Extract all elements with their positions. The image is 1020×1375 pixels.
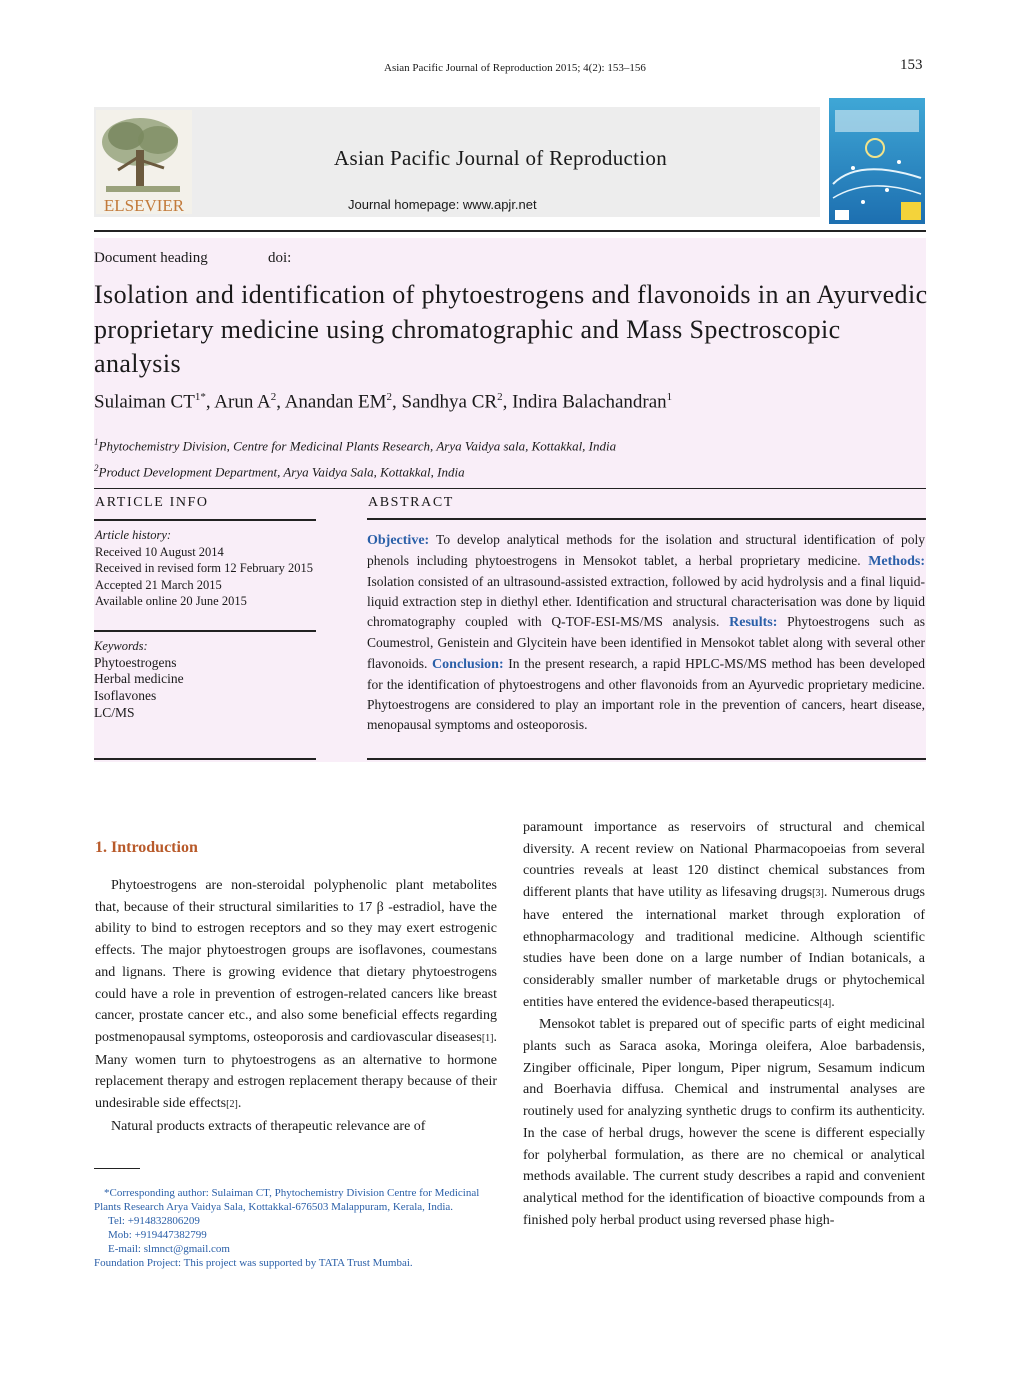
header-rule <box>94 230 926 232</box>
history-item: Received 10 August 2014 <box>95 544 224 559</box>
intro-paragraph-2-start: Natural products extracts of therapeutic relevance are of <box>111 1118 426 1134</box>
paragraph-text: paramount importance as reservoirs of structural and chemical diversity. A recent review on National Pharmacopoeias from several countries reveals at least 120 distinct chemical substances from different plants that have utility as lifesaving drugs <box>523 820 925 901</box>
document-heading: Document heading <box>94 250 208 266</box>
author-name: Anandan EM <box>284 391 387 413</box>
author-affiliation-mark: 1* <box>194 391 206 403</box>
abstract-body <box>367 530 925 735</box>
affiliation-number: 2 <box>94 463 99 473</box>
citation: [1] <box>481 1032 494 1044</box>
results-text: Phytoestrogens such as Coumestrol, Genistein and Glycitein have been identified in Mensokot tablet along with several other flavonoids. <box>367 614 926 671</box>
affiliation-text: Product Development Department, Arya Vaidya Sala, Kottakkal, India <box>98 464 465 480</box>
intro-paragraph-3: Mensokot tablet is prepared out of specific parts of eight medicinal plants such as Saraca asoka, Moringa oleifera, Aloe barbadensis, Zingiber officinale, Piper longum, Piper nigrum, Sesamum indicum and Boerhavia diffusa. Chemical and instrumental analyses are routinely used for analyzing synthetic drugs to confirm its authenticity. In the case of herbal drugs, however the scene is different especially for polyherbal formulation, as there are no chemical or analytical methods available. The current study describes a rapid and convenient analytical method for the identification of bioactive compounds from a finished poly herbal product using reversed phase high- <box>523 1017 925 1228</box>
corresponding-author: *Corresponding author: Sulaiman CT, Phytochemistry Division Centre for Medicinal Plants Research Arya Vaidya Sala, Kottakkal-676503 Malappuram, Kerala, India. <box>94 1187 480 1213</box>
corresponding-author-footnote <box>94 1186 504 1270</box>
author-name: Sulaiman CT <box>94 391 195 413</box>
keyword: LC/MS <box>94 704 135 720</box>
history-item: Available online 20 June 2015 <box>95 594 247 608</box>
article-title: Isolation and identification of phytoestrogens and flavonoids in an Ayurvedic proprietary medicine using chromatographic and Mass Spectroscopic analysis <box>94 280 928 378</box>
methods-label: Methods: <box>868 554 925 570</box>
journal-homepage: Journal homepage: www.apjr.net <box>348 197 537 212</box>
foundation-project: Foundation Project: This project was supported by TATA Trust Mumbai. <box>94 1257 413 1269</box>
conclusion-label: Conclusion: <box>432 656 504 672</box>
paragraph-text: . Many women turn to phytoestrogens as an alternative to hormone replacement therapy and estrogen replacement therapy because of their undesirable side effects <box>95 1029 497 1112</box>
objective-text: To develop analytical methods for the isolation and structural identification of poly phenols including phytoestrogens in Mensokot tablet, a herbal proprietary medicine. <box>367 532 925 569</box>
results-label: Results: <box>729 615 778 631</box>
history-item: Accepted 21 March 2015 <box>95 577 222 592</box>
citation: [3] <box>812 888 824 900</box>
affiliation-text: Phytochemistry Division, Centre for Medicinal Plants Research, Arya Vaidya sala, Kottakkal, India <box>98 438 617 454</box>
publisher-logo <box>96 110 192 214</box>
affiliation <box>94 437 616 454</box>
elsevier-wordmark: ELSEVIER <box>103 196 185 214</box>
citation: [2] <box>226 1099 238 1111</box>
author-name: Indira Balachandran <box>512 391 667 413</box>
article-history <box>95 527 313 610</box>
abstract-rule <box>367 518 926 520</box>
conclusion-text: In the present research, a rapid HPLC-MS/MS method has been developed for the identification of phytoestrogens and other flavonoids from an Ayurvedic proprietary medicine. Phytoestrogens are considered to play an important role in the prevention of cancers, heart disease, menopausal symptoms and osteoporosis. <box>367 655 925 732</box>
body-column-left <box>95 875 497 1137</box>
intro-paragraph-2-continued: paramount importance as reservoirs of structural and chemical diversity. A recent review on National Pharmacopoeias from several countries reveals at least 120 distinct chemical substances from different plants that have utility as lifesaving drugs[3]. Numerous drugs have entered the international market through exploration of ethnopharmacology and traditional medicine. Although scientific studies have been done on a large number of Indian botanicals, a considerably smaller number of marketable drugs or phytochemical entities have entered the evidence-based therapeutics[4]. <box>523 820 926 1010</box>
front-matter-rule <box>94 488 926 489</box>
telephone: Tel: +914832806209 <box>108 1215 200 1227</box>
author-name: Arun A <box>214 391 271 413</box>
running-head: Asian Pacific Journal of Reproduction 2015; 4(2): 153–156 <box>384 62 646 74</box>
article-info-rule <box>94 519 316 521</box>
footnote-rule <box>94 1168 140 1169</box>
keywords-rule <box>94 630 316 632</box>
doi-label: doi: <box>268 250 292 266</box>
author-name: Sandhya CR <box>401 391 498 413</box>
paragraph-text: Phytoestrogens are non-steroidal polyphenolic plant metabolites that, because of their structural similarities to 17 β -estradiol, have the ability to bind to estrogen receptors and so they may exert estrogenic effects. The major phytoestrogen groups are isoflavones, coumestans and lignans. There is growing evidence that dietary phytoestrogens could have a role in prevention of estrogen-related cancers like breast cancer, prostate cancer etc., and also some beneficial effects regarding postmenopausal symptoms, osteoporosis and cardiovascular diseases <box>95 878 497 1045</box>
abstract-heading: ABSTRACT <box>368 495 454 510</box>
affiliation-number: 1 <box>94 437 99 447</box>
author-affiliation-mark: 1 <box>666 391 673 403</box>
methods-text: Isolation consisted of an ultrasound-assisted extraction, followed by acid hydrolysis and a final liquid-liquid extraction step in diethyl ether. Identification and structural characterisation was done by liquid chromatography coupled with Q-TOF-ESI-MS/MS analysis. <box>367 574 925 630</box>
keywords <box>94 638 184 722</box>
objective-label: Objective: <box>367 533 430 548</box>
history-label: Article history: <box>95 528 172 542</box>
affiliation <box>94 463 465 480</box>
article-info-bottom-rule <box>94 758 316 760</box>
mobile: Mob: +919447382799 <box>108 1229 207 1241</box>
paragraph-text: . Numerous drugs have entered the international market through exploration of ethnopharmacology and traditional medicine. Although scientific studies have been done on a large number of Indian botanicals, a considerably smaller number of marketable drugs or phytochemical entities have entered the evidence-based therapeutics <box>523 885 926 1010</box>
keyword: Herbal medicine <box>94 671 184 687</box>
keywords-label: Keywords: <box>94 639 148 653</box>
body-column-right <box>523 817 925 1231</box>
email: E-mail: slmnct@gmail.com <box>108 1243 230 1255</box>
author-list: Sulaiman $CT^{1*}$, Arun $A^2$, Anandan $EM^2$, Sandhya $CR^2$, Indira Balachandran$^1$ <box>94 391 673 413</box>
article-info-heading: ARTICLE INFO <box>95 495 209 510</box>
page-number: 153 <box>900 57 923 73</box>
section-heading-introduction: 1. Introduction <box>95 839 198 856</box>
abstract-bottom-rule <box>367 758 926 760</box>
author-affiliation-mark: 2 <box>497 391 503 403</box>
elsevier-tree-icon <box>96 110 192 214</box>
journal-cover-image <box>829 98 925 224</box>
intro-paragraph-1: Phytoestrogens are non-steroidal polyphenolic plant metabolites that, because of their structural similarities to 17 β -estradiol, have the ability to bind to estrogen receptors and so they may exert estrogenic effects. The major phytoestrogen groups are isoflavones, coumestans and lignans. There is growing evidence that dietary phytoestrogens could have a role in prevention of estrogen-related cancers like breast cancer, prostate cancer etc., and also some beneficial effects regarding postmenopausal symptoms, osteoporosis and cardiovascular diseases[1]. Many women turn to phytoestrogens as an alternative to hormone replacement therapy and estrogen replacement therapy because of their undesirable side effects[2]. <box>95 878 497 1112</box>
history-item: Received in revised form 12 February 2015 <box>95 561 313 575</box>
journal-name: Asian Pacific Journal of Reproduction <box>334 146 668 170</box>
author-affiliation-mark: 2 <box>386 391 393 403</box>
cover-art-icon <box>829 98 925 224</box>
citation: [4] <box>819 997 832 1009</box>
keyword: Phytoestrogens <box>94 654 177 670</box>
keyword: Isoflavones <box>94 688 157 704</box>
author-affiliation-mark: 2 <box>270 391 277 403</box>
